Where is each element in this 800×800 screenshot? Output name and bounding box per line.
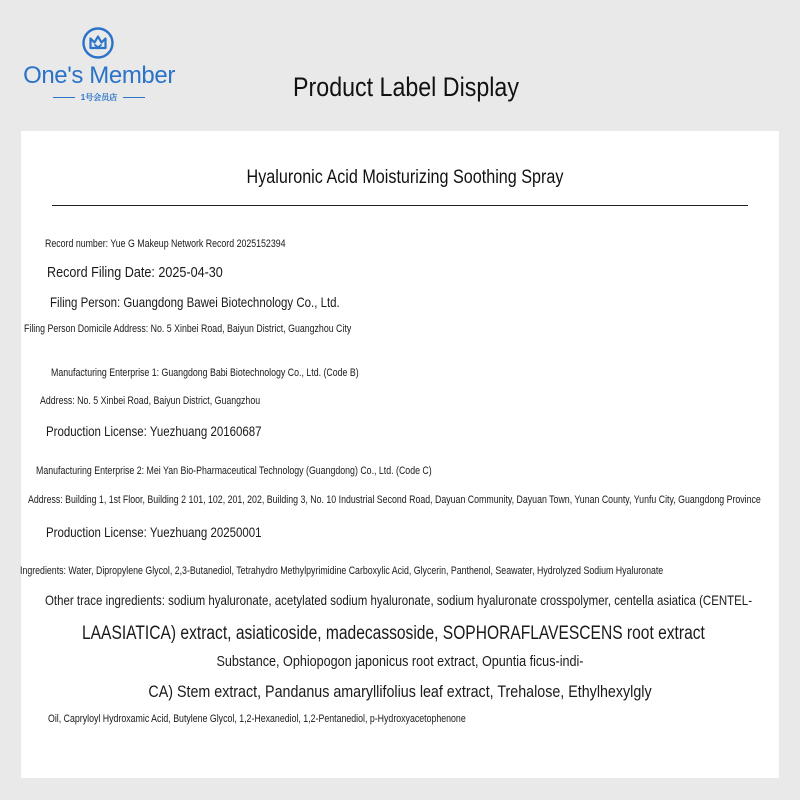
enterprise-2: Manufacturing Enterprise 2: Mei Yan Bio-Pharmaceutical Technology (Guangdong) Co., Ltd. (Code C) <box>36 465 432 477</box>
logo-subtext: 1号会员店 <box>80 93 118 102</box>
crown-icon <box>81 26 115 60</box>
trace-ingredients-line-1: Other trace ingredients: sodium hyaluronate, acetylated sodium hyaluronate, sodium hyaluronate crosspolymer, centella asiatica (CENTEL- <box>45 592 753 608</box>
trace-ingredients-line-5: Oil, Capryloyl Hydroxamic Acid, Butylene Glycol, 1,2-Hexanediol, 1,2-Pentanediol, p-Hydroxyacetophenone <box>48 713 466 725</box>
trace-ingredients-line-3: Substance, Ophiopogon japonicus root extract, Opuntia ficus-indi- <box>216 653 584 670</box>
trace-ingredients-line-2: LAASIATICA) extract, asiaticoside, madecassoside, SOPHORAFLAVESCENS root extract <box>82 623 705 644</box>
logo-wordmark: One's Member <box>23 62 175 89</box>
record-number: Record number: Yue G Makeup Network Record 2025152394 <box>45 238 286 250</box>
filing-address: Filing Person Domicile Address: No. 5 Xinbei Road, Baiyun District, Guangzhou City <box>24 323 352 335</box>
logo-subline <box>18 92 180 103</box>
enterprise-2-license: Production License: Yuezhuang 20250001 <box>46 524 262 540</box>
logo-rule-left <box>53 97 75 98</box>
filing-person: Filing Person: Guangdong Bawei Biotechnology Co., Ltd. <box>50 294 340 310</box>
page-title: Product Label Display <box>293 72 519 102</box>
enterprise-1-license: Production License: Yuezhuang 20160687 <box>46 423 262 439</box>
product-name: Hyaluronic Acid Moisturizing Soothing Spray <box>246 167 564 188</box>
enterprise-2-address: Address: Building 1, 1st Floor, Building 2 101, 102, 201, 202, Building 3, No. 10 Industrial Second Road, Dayuan Community, Dayuan Town, Yunan County, Yunfu City, Guangdong Province <box>28 494 761 506</box>
logo-rule-right <box>123 97 145 98</box>
brand-logo <box>18 26 180 106</box>
title-divider <box>52 205 748 206</box>
filing-date: Record Filing Date: 2025-04-30 <box>47 264 223 281</box>
product-label-card <box>21 131 779 778</box>
enterprise-1: Manufacturing Enterprise 1: Guangdong Babi Biotechnology Co., Ltd. (Code B) <box>51 367 359 379</box>
enterprise-1-address: Address: No. 5 Xinbei Road, Baiyun District, Guangzhou <box>40 395 261 407</box>
ingredients: Ingredients: Water, Dipropylene Glycol, 2,3-Butanediol, Tetrahydro Methylpyrimidine Carboxylic Acid, Glycerin, Panthenol, Seawater, Hydrolyzed Sodium Hyaluronate <box>20 565 664 577</box>
trace-ingredients-line-4: CA) Stem extract, Pandanus amaryllifolius leaf extract, Trehalose, Ethylhexylgly <box>148 682 652 701</box>
